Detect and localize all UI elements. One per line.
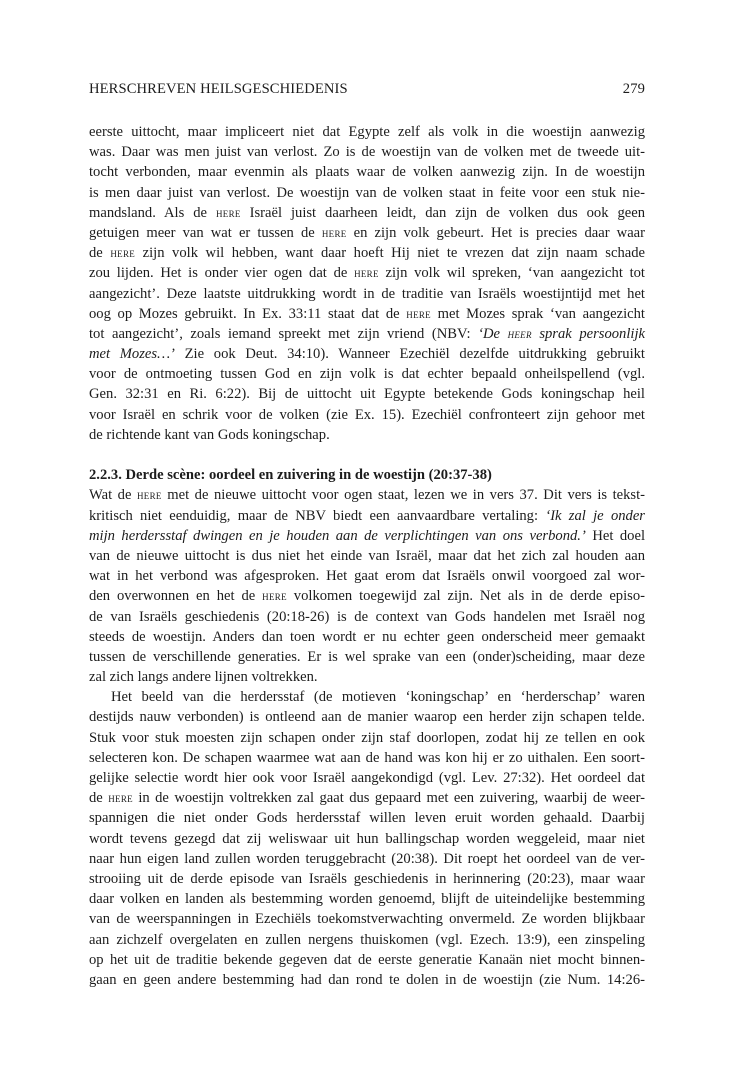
paragraph-2 [89,485,645,687]
text-line: kritisch niet eenduidig, maar de NBV biedt een aanvaardbare vertaling: ‘Ik zal je onder [89,507,645,524]
text-line: op het uit de traditie bekende gegeven dat de eerste generatie Kanaän niet mocht binnen- [89,951,645,968]
running-title: HERSCHREVEN HEILSGESCHIEDENIS [89,81,348,97]
text-line: Wat de here met de nieuwe uittocht voor ogen staat, lezen we in vers 37. Dit vers is tekst- [89,487,646,504]
text-line: wat in het verbond was afgesproken. Het gaat erom dat Israëls onwil voorgoed zal wor- [89,568,645,585]
text-line: oog op Mozes gebruikt. In Ex. 33:11 staat dat de here met Mozes sprak ‘van aangezicht [89,305,645,322]
text-line: getuigen meer van wat er tussen de here en zijn volk gebeurt. Het is precies daar waar [89,224,646,241]
text-line: aan zichzelf overgelaten en zullen nergens thuiskomen (vgl. Ezech. 13:9), een zinspeling [89,931,645,948]
text-line: zal zich langs andere lijnen voltrekken. [89,669,318,686]
text-line: mandsland. Als de here Israël juist daarheen leidt, dan zijn de volken dus ook geen [89,204,646,221]
text-line: destijds nauw verbonden) is ontleend aan de manier waarop een herder zijn schapen telde. [89,709,645,726]
text-line: selecteren kon. De schapen waarmee wat aan de hand was kon hij er zo uithalen. Een soort- [89,749,645,766]
divine-name: here [354,266,379,281]
text-line: voor Israël en schrik voor de volken (zie Ex. 15). Ezechiël confronteert zijn gehoor met [89,406,645,423]
divine-name: heer [507,326,532,341]
divine-name: here [108,791,133,806]
divine-name: here [262,589,287,604]
text-line: de here in de woestijn voltrekken zal gaat dus gepaard met een zuivering, waarbij de weer- [89,790,646,807]
text-line: den overwonnen en het de here volkomen toegewijd zal zijn. Net als in de derde episo- [89,588,645,605]
divine-name: here [137,488,162,503]
text-line: tot aangezicht’, zoals iemand spreekt met zijn vriend (NBV: ‘De heer sprak persoonlijk [89,325,645,342]
text-line: de richtende kant van Gods koningschap. [89,426,330,443]
text-line: Stuk voor stuk moesten zijn schapen onder zijn staf doorlopen, zodat hij ze tellen en ook [89,729,645,746]
text-line: zou lijden. Het is onder vier ogen dat de here zijn volk wil spreken, ‘van aangezicht tot [89,265,645,282]
text-line: aangezicht’. Deze laatste uitdrukking wordt in de traditie van Israëls woestijntijd met het [89,285,645,302]
text-line: mijn herdersstaf dwingen en je houden aan de verplichtingen van ons verbond.’ Het doel [89,527,645,544]
text-line: voor de ontmoeting tussen God en zijn volk is dat echter bepaald onheilspellend (vgl. [89,366,645,383]
text-line: Gen. 32:31 en Ri. 6:22). Bij de uittocht uit Egypte betekende Gods koningschap heil [89,386,645,403]
divine-name: here [321,225,347,240]
paragraph-3 [89,687,645,990]
text-line: is men daar juist van verlost. De woestijn van de volken staat in feite voor een stuk nie- [89,184,645,201]
text-line: steeds de woestijn. Anders dan toen wordt er nu echter geen onderscheid meer gemaakt [89,628,645,645]
text-line: Het beeld van die herdersstaf (de motieven ‘koningschap’ en ‘herderschap’ waren [111,689,645,706]
text-line: tocht verbonden, maar evenmin als plaats waar de volken aanwezig zijn. In de woestijn [89,164,645,181]
divine-name: here [215,205,241,220]
paragraph-1 [89,122,645,445]
text-line: van de weerspanningen in Ezechiëls toekomstverwachting onvermeld. Ze worden blijkbaar [89,911,645,928]
text-line: gaan en geen andere bestemming had dan rond te dolen in de woestijn (zie Num. 14:26- [89,971,645,988]
text-line: wordt tevens gezegd dat zij weliswaar uit hun ballingschap worden weggeleid, maar niet [89,830,645,847]
page-number: 279 [622,81,645,97]
text-line: daar volken en landen als bestemming worden genoemd, blijft de uiteindelijke bestemming [89,891,645,908]
text-line: de van Israëls geschiedenis (20:18-26) is de context van Gods handelen met Israël nog [89,608,645,625]
divine-name: here [110,246,136,261]
section-gap [89,445,645,465]
running-head [89,79,645,99]
text-line: strooiing uit de derde episode van Israëls geschiedenis in herinnering (20:23), maar waar [89,870,645,887]
text-line: de here zijn volk wil hebben, want daar hoeft Hij niet te vrezen dat zijn naam schade [89,245,645,262]
divine-name: here [406,306,431,321]
text-line: tussen de verschillende generaties. Er is wel sprake van een (onder)scheiding, maar deze [89,648,645,665]
text-line: met Mozes…’ Zie ook Deut. 34:10). Wanneer Ezechiël dezelfde uitdrukking gebruikt [89,346,645,363]
text-line: gelijke selectie wordt hier ook voor Israël aangekondigd (vgl. Lev. 27:32). Het oordeel dat [89,770,645,786]
section-heading: 2.2.3. Derde scène: oordeel en zuivering in de woestijn (20:37-38) [89,467,492,484]
page-body [89,122,645,990]
text-line: van de nieuwe uittocht is dus niet het einde van Israël, maar dat het zich zal houden aan [89,547,645,564]
text-line: eerste uittocht, maar impliceert niet dat Egypte zelf als volk in die woestijn aanwezig [89,124,645,140]
text-line: was. Daar was men juist van verlost. Zo is de woestijn van de volken met de tweede uit- [89,144,645,161]
text-line: naar hun eigen land zullen worden teruggebracht (20:38). Dit roept het oordeel van de ver- [89,850,645,867]
text-line: spannigen die niet onder Gods herdersstaf willen leven eruit worden gehaald. Daarbij [89,810,645,827]
